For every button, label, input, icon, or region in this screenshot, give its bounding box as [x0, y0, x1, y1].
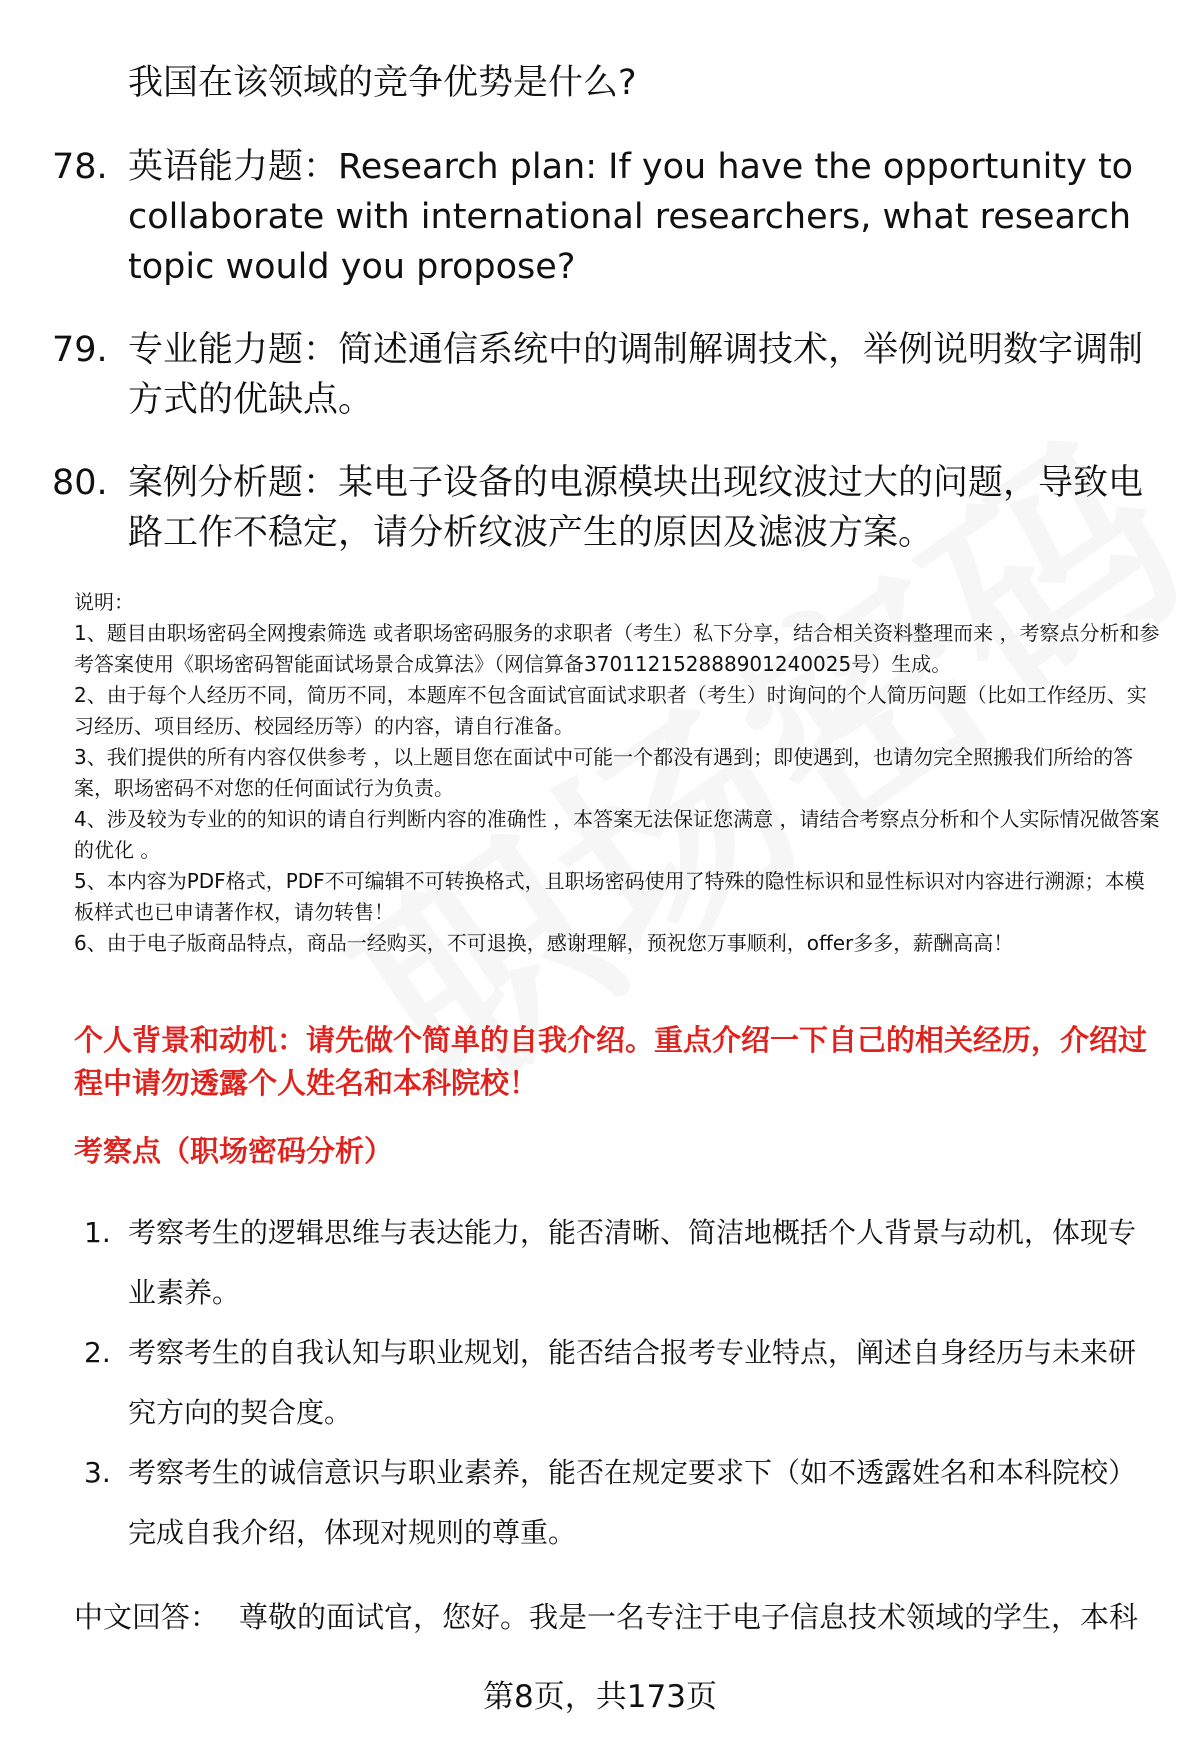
answer-section — [74, 1595, 1164, 1639]
exam-points-list — [84, 1203, 1154, 1563]
note-item: 1、题目由职场密码全网搜索筛选 或者职场密码服务的求职者（考生）私下分享，结合相关资料整理而来 ，考察点分析和参考答案使用《职场密码智能面试场景合成算法》（网信算备370112152888901240025号）生成。 — [74, 621, 1160, 676]
exam-points-title: 考察点（职场密码分析） — [74, 1134, 394, 1168]
question-item — [52, 458, 1150, 558]
exam-point-item — [84, 1203, 1154, 1323]
question-item — [52, 142, 1150, 292]
question-text: 英语能力题：Research plan: If you have the opportunity to collaborate with international researchers, what research topic would you propose? — [128, 147, 1134, 287]
question-number: 79. — [52, 330, 108, 370]
note-item: 2、由于每个人经历不同，简历不同，本题库不包含面试官面试求职者（考生）时询问的个人简历问题（比如工作经历、实习经历、项目经历、校园经历等）的内容，请自行准备。 — [74, 683, 1147, 738]
note-item: 4、涉及较为专业的的知识的请自行判断内容的准确性 ，本答案无法保证您满意 ，请结合考察点分析和个人实际情况做答案的优化 。 — [74, 807, 1160, 862]
exam-point-number: 3. — [84, 1456, 111, 1489]
exam-point-item — [84, 1323, 1154, 1443]
question-number: 80. — [52, 463, 108, 503]
note-item: 5、本内容为PDF格式，PDF不可编辑不可转换格式，且职场密码使用了特殊的隐性标识和显性标识对内容进行溯源；本模板样式也已申请著作权，请勿转售！ — [74, 869, 1145, 924]
question-number: 78. — [52, 147, 108, 187]
exam-point-number: 1. — [84, 1216, 111, 1249]
note-item: 3、我们提供的所有内容仅供参考 ，以上题目您在面试中可能一个都没有遇到；即使遇到，也请勿完全照搬我们所给的答案，职场密码不对您的任何面试行为负责。 — [74, 745, 1134, 800]
answer-text: 尊敬的面试官，您好。我是一名专注于电子信息技术领域的学生，本科 — [239, 1600, 1139, 1634]
question-text: 案例分析题：某电子设备的电源模块出现纹波过大的问题，导致电路工作不稳定，请分析纹波产生的原因及滤波方案。 — [128, 463, 1144, 553]
exam-point-item — [84, 1443, 1154, 1563]
exam-point-text: 考察考生的诚信意识与职业素养，能否在规定要求下（如不透露姓名和本科院校）完成自我介绍，体现对规则的尊重。 — [128, 1456, 1137, 1549]
notes-title: 说明： — [74, 590, 134, 614]
question-item — [52, 325, 1150, 425]
answer-label: 中文回答： — [74, 1600, 220, 1634]
page-footer: 第8页，共173页 — [483, 1679, 717, 1715]
exam-point-number: 2. — [84, 1336, 111, 1369]
note-item: 6、由于电子版商品特点，商品一经购买，不可退换，感谢理解，预祝您万事顺利，offer多多，薪酬高高！ — [74, 931, 1014, 955]
background-question: 个人背景和动机：请先做个简单的自我介绍。重点介绍一下自己的相关经历，介绍过程中请勿透露个人姓名和本科院校！ — [74, 1023, 1148, 1100]
exam-point-text: 考察考生的逻辑思维与表达能力，能否清晰、简洁地概括个人背景与动机，体现专业素养。 — [128, 1216, 1137, 1309]
question-continuation: 我国在该领域的竞争优势是什么? — [128, 63, 637, 103]
exam-point-text: 考察考生的自我认知与职业规划，能否结合报考专业特点，阐述自身经历与未来研究方向的契合度。 — [128, 1336, 1137, 1429]
notes-section — [74, 587, 1160, 959]
question-text: 专业能力题：简述通信系统中的调制解调技术，举例说明数字调制方式的优缺点。 — [128, 330, 1144, 420]
